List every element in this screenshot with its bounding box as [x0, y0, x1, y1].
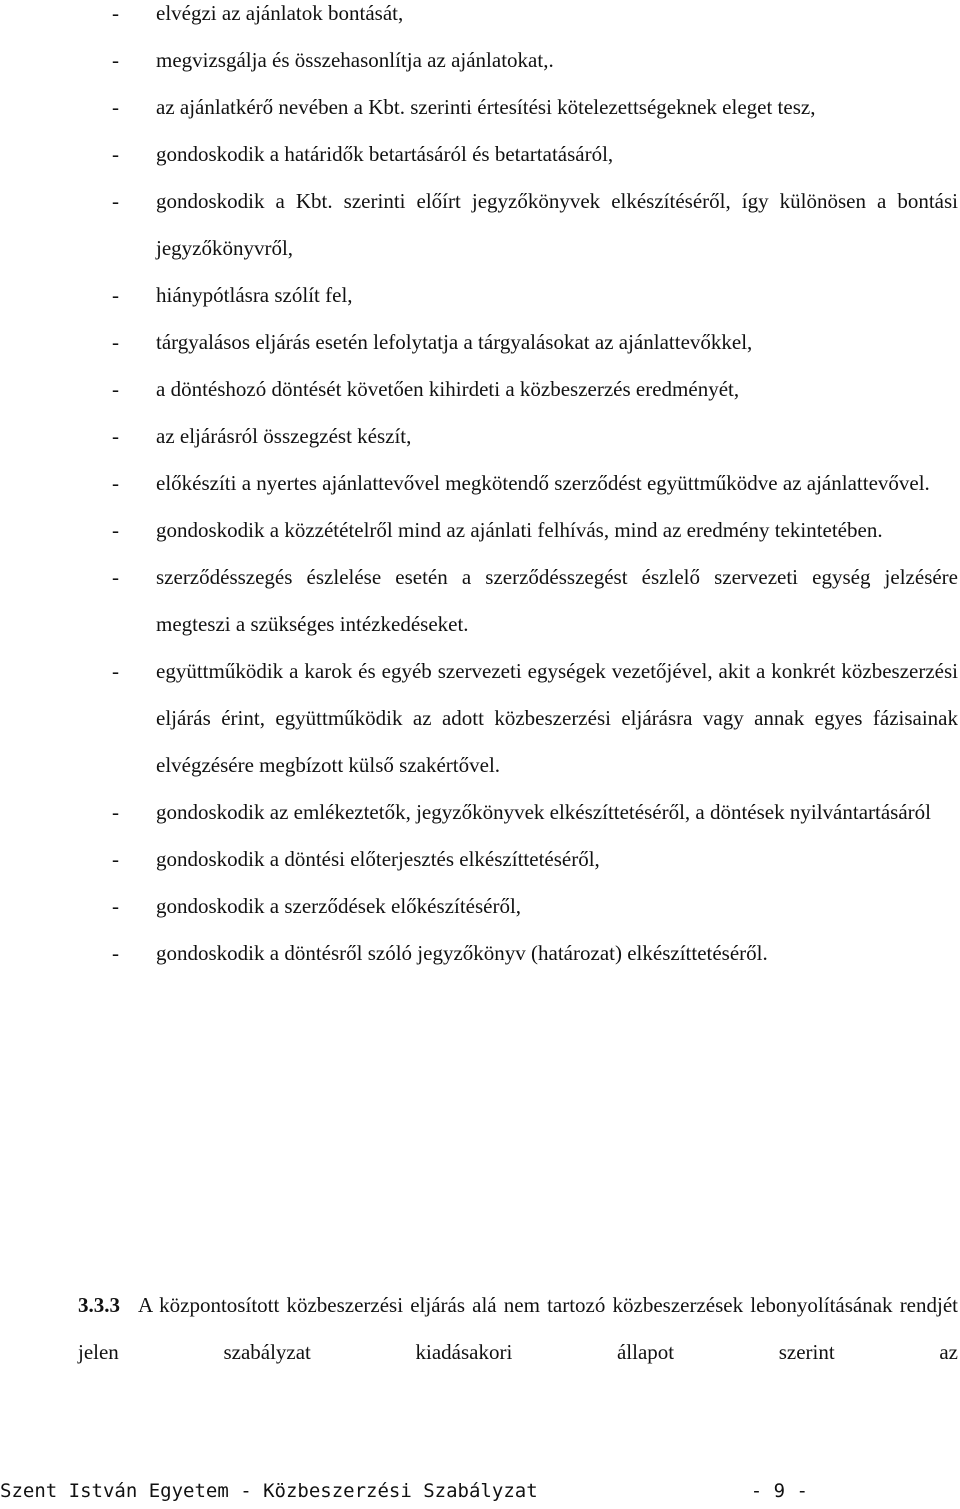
list-item-text: gondoskodik a döntésről szóló jegyzőkönyv (határozat) elkészíttetéséről. [156, 941, 768, 965]
list-item-text: gondoskodik az emlékeztetők, jegyzőkönyvek elkészíttetéséről, a döntések nyilvántartásáról [156, 800, 931, 824]
list-item-text: az eljárásról összegzést készít, [156, 424, 412, 448]
list-item [0, 836, 960, 883]
list-item [0, 272, 960, 319]
list-item [0, 554, 960, 648]
page-number: - 9 - [750, 1480, 808, 1502]
list-item-text: tárgyalásos eljárás esetén lefolytatja a tárgyalásokat az ajánlattevőkkel, [156, 330, 753, 354]
list-item-text: hiánypótlásra szólít fel, [156, 283, 353, 307]
bullet-dash: - [112, 95, 119, 119]
list-item [0, 178, 960, 272]
list-item-text: gondoskodik a döntési előterjesztés elkészíttetéséről, [156, 847, 600, 871]
bullet-dash: - [112, 659, 119, 683]
list-item [0, 413, 960, 460]
bullet-dash: - [112, 894, 119, 918]
list-item-text: együttműködik a karok és egyéb szervezeti egységek vezetőjével, akit a konkrét közbeszerzési eljárás érint, együttműködik az adott közbeszerzési eljárásra vagy annak egyes fázisainak elvégzésére megbízott külső szakértővel. [156, 659, 958, 777]
bullet-dash: - [112, 518, 119, 542]
bullet-dash: - [112, 189, 119, 213]
list-item-text: gondoskodik a közzétételről mind az ajánlati felhívás, mind az eredmény tekintetében. [156, 518, 883, 542]
list-item [0, 319, 960, 366]
bullet-dash: - [112, 330, 119, 354]
list-item-text: megvizsgálja és összehasonlítja az ajánlatokat,. [156, 48, 554, 72]
list-item [0, 507, 960, 554]
list-item [0, 84, 960, 131]
bullet-dash: - [112, 48, 119, 72]
list-item [0, 930, 960, 977]
footer-title: Szent István Egyetem - Közbeszerzési Szabályzat [0, 1480, 538, 1502]
bullet-dash: - [112, 1, 119, 25]
list-item [0, 131, 960, 178]
bullet-dash: - [112, 142, 119, 166]
list-item-text: az ajánlatkérő nevében a Kbt. szerinti értesítési kötelezettségeknek eleget tesz, [156, 95, 816, 119]
bullet-dash: - [112, 471, 119, 495]
section-text: A központosított közbeszerzési eljárás alá nem tartozó közbeszerzések lebonyolításának rendjét jelen szabályzat kiadásakori állapot szerint az [78, 1293, 958, 1364]
list-item-text: gondoskodik a szerződések előkészítéséről, [156, 894, 522, 918]
list-item [0, 37, 960, 84]
section-paragraph [78, 1282, 958, 1376]
bullet-dash: - [112, 424, 119, 448]
bullet-dash: - [112, 565, 119, 589]
list-item-text: elvégzi az ajánlatok bontását, [156, 1, 404, 25]
bullet-dash: - [112, 847, 119, 871]
list-item-text: gondoskodik a határidők betartásáról és betartatásáról, [156, 142, 614, 166]
list-item [0, 0, 960, 37]
list-item-text: a döntéshozó döntését követően kihirdeti a közbeszerzés eredményét, [156, 377, 740, 401]
section-number: 3.3.3 [78, 1293, 120, 1317]
bullet-dash: - [112, 377, 119, 401]
list-item-text: szerződésszegés észlelése esetén a szerződésszegést észlelő szervezeti egység jelzésére megteszi a szükséges intézkedéseket. [156, 565, 958, 636]
list-item [0, 366, 960, 413]
list-item [0, 883, 960, 930]
list-item [0, 648, 960, 789]
list-item [0, 460, 960, 507]
list-item [0, 789, 960, 836]
list-item-text: előkészíti a nyertes ajánlattevővel megkötendő szerződést együttműködve az ajánlattevővel. [156, 471, 930, 495]
bullet-dash: - [112, 800, 119, 824]
list-item-text: gondoskodik a Kbt. szerinti előírt jegyzőkönyvek elkészítéséről, így különösen a bontási jegyzőkönyvről, [156, 189, 958, 260]
bullet-dash: - [112, 283, 119, 307]
bullet-dash: - [112, 941, 119, 965]
